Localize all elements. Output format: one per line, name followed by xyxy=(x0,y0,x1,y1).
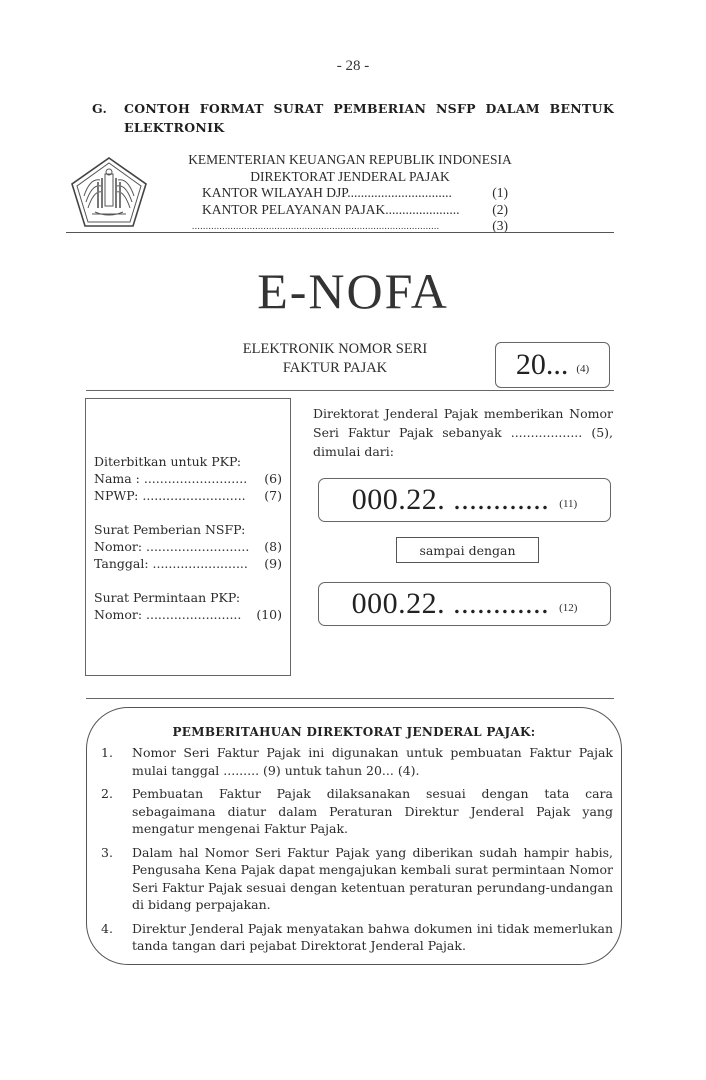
notice-list xyxy=(101,744,613,961)
section-title-line1 xyxy=(124,99,614,118)
title-word: PEMBERIAN xyxy=(333,101,427,116)
letterhead-divider xyxy=(66,232,614,233)
notice-item xyxy=(101,785,613,838)
item-text: Direktur Jenderal Pajak menyatakan bahwa dokumen ini tidak memerlukan tanda tangan dari pejabat Direktorat Jenderal Pajak. xyxy=(132,920,613,953)
ref-marker: (7) xyxy=(264,488,282,503)
tax-office-label: KANTOR PELAYANAN PAJAK...................... xyxy=(202,201,460,217)
title-divider xyxy=(86,390,614,391)
year-value: 20... xyxy=(515,348,569,381)
range-label-box: sampai dengan xyxy=(396,537,539,563)
ref-marker: (6) xyxy=(264,471,282,486)
item-number: 1. xyxy=(101,745,113,760)
title-word: CONTOH xyxy=(124,101,191,116)
title-word: SURAT xyxy=(273,101,324,116)
nomor-label: Nomor: .......................... xyxy=(94,539,250,554)
nama-label: Nama : .......................... xyxy=(94,471,248,486)
item-number: 3. xyxy=(101,844,113,860)
title-word: DALAM xyxy=(485,101,540,116)
document-title: E-NOFA xyxy=(257,263,449,319)
address-placeholder: .......................................................................................... xyxy=(192,221,440,231)
regional-office-row xyxy=(170,185,530,202)
end-number-value: 000.22. ............ xyxy=(351,587,550,620)
tanggal-label: Tanggal: ........................ xyxy=(94,556,248,571)
ref-marker: (10) xyxy=(256,607,282,622)
notice-item xyxy=(101,844,613,914)
item-number: 4. xyxy=(101,920,113,936)
ref-marker: (11) xyxy=(559,498,578,510)
item-text: Nomor Seri Faktur Pajak ini digunakan untuk pembuatan Faktur Pajak mulai tanggal ......... (9) untuk tahun 20... (4). xyxy=(132,745,613,778)
allocation-paragraph: Direktorat Jenderal Pajak memberikan Nomor Seri Faktur Pajak sebanyak .................. (5), dimulai dari: xyxy=(313,406,613,459)
item-text: Dalam hal Nomor Seri Faktur Pajak yang diberikan sudah hampir habis, Pengusaha Kena Pajak dapat mengajukan kembali surat permintaan Nomor Seri Faktur Pajak sesuai dengan ketentuan peraturan perundang-undangan di bidang perpajakan. xyxy=(132,844,613,912)
pkp-info-panel xyxy=(85,398,291,676)
issued-heading: Diterbitkan untuk PKP: xyxy=(94,454,242,469)
ministry-name: KEMENTERIAN KEUANGAN REPUBLIK INDONESIA xyxy=(188,152,512,167)
npwp-row xyxy=(94,487,282,504)
subtitle-line2: FAKTUR PAJAK xyxy=(282,360,388,376)
tanggal-row xyxy=(94,555,282,572)
section-title-line2: ELEKTRONIK xyxy=(124,120,225,135)
regional-office-label: KANTOR WILAYAH DJP............................... xyxy=(202,185,452,200)
ref-marker: (2) xyxy=(492,201,508,217)
ref-marker: (12) xyxy=(559,602,578,614)
request-nomor-row xyxy=(94,606,282,623)
ref-marker: (3) xyxy=(492,218,508,233)
nomor-row xyxy=(94,538,282,555)
title-word: NSFP xyxy=(435,101,476,116)
nama-row xyxy=(94,470,282,487)
item-number: 2. xyxy=(101,786,113,801)
document-subtitle xyxy=(230,340,440,378)
notice-item xyxy=(101,920,613,955)
request-heading: Surat Permintaan PKP: xyxy=(94,590,241,605)
notice-box xyxy=(86,707,622,965)
page-number: - 28 - xyxy=(336,58,370,74)
section-letter: G. xyxy=(92,101,108,116)
letterhead xyxy=(170,152,530,235)
npwp-label: NPWP: .......................... xyxy=(94,488,246,503)
ref-marker: (1) xyxy=(492,185,508,200)
notice-divider xyxy=(86,698,614,699)
start-number-value: 000.22. ............ xyxy=(351,483,550,516)
year-box xyxy=(495,342,610,388)
ref-marker: (8) xyxy=(264,539,282,554)
notice-title: PEMBERITAHUAN DIREKTORAT JENDERAL PAJAK: xyxy=(172,725,536,739)
title-word: BENTUK xyxy=(549,101,614,116)
directorate-name: DIREKTORAT JENDERAL PAJAK xyxy=(250,168,450,184)
title-word: FORMAT xyxy=(199,101,264,116)
request-nomor-label: Nomor: ........................ xyxy=(94,607,242,622)
notice-item xyxy=(101,744,613,779)
start-number-box xyxy=(318,478,611,522)
subtitle-line1: ELEKTRONIK NOMOR SERI xyxy=(242,341,428,357)
item-text: Pembuatan Faktur Pajak dilaksanakan sesuai dengan tata cara sebagaimana diatur dalam Peraturan Direktur Jenderal Pajak yang mengatur mengenai Faktur Pajak. xyxy=(132,786,613,836)
nsfp-heading: Surat Pemberian NSFP: xyxy=(94,522,246,537)
end-number-box xyxy=(318,582,611,626)
ref-marker: (9) xyxy=(264,556,282,571)
kementerian-keuangan-emblem-icon xyxy=(70,156,148,228)
ref-marker: (4) xyxy=(576,363,590,375)
tax-office-row xyxy=(170,202,530,219)
